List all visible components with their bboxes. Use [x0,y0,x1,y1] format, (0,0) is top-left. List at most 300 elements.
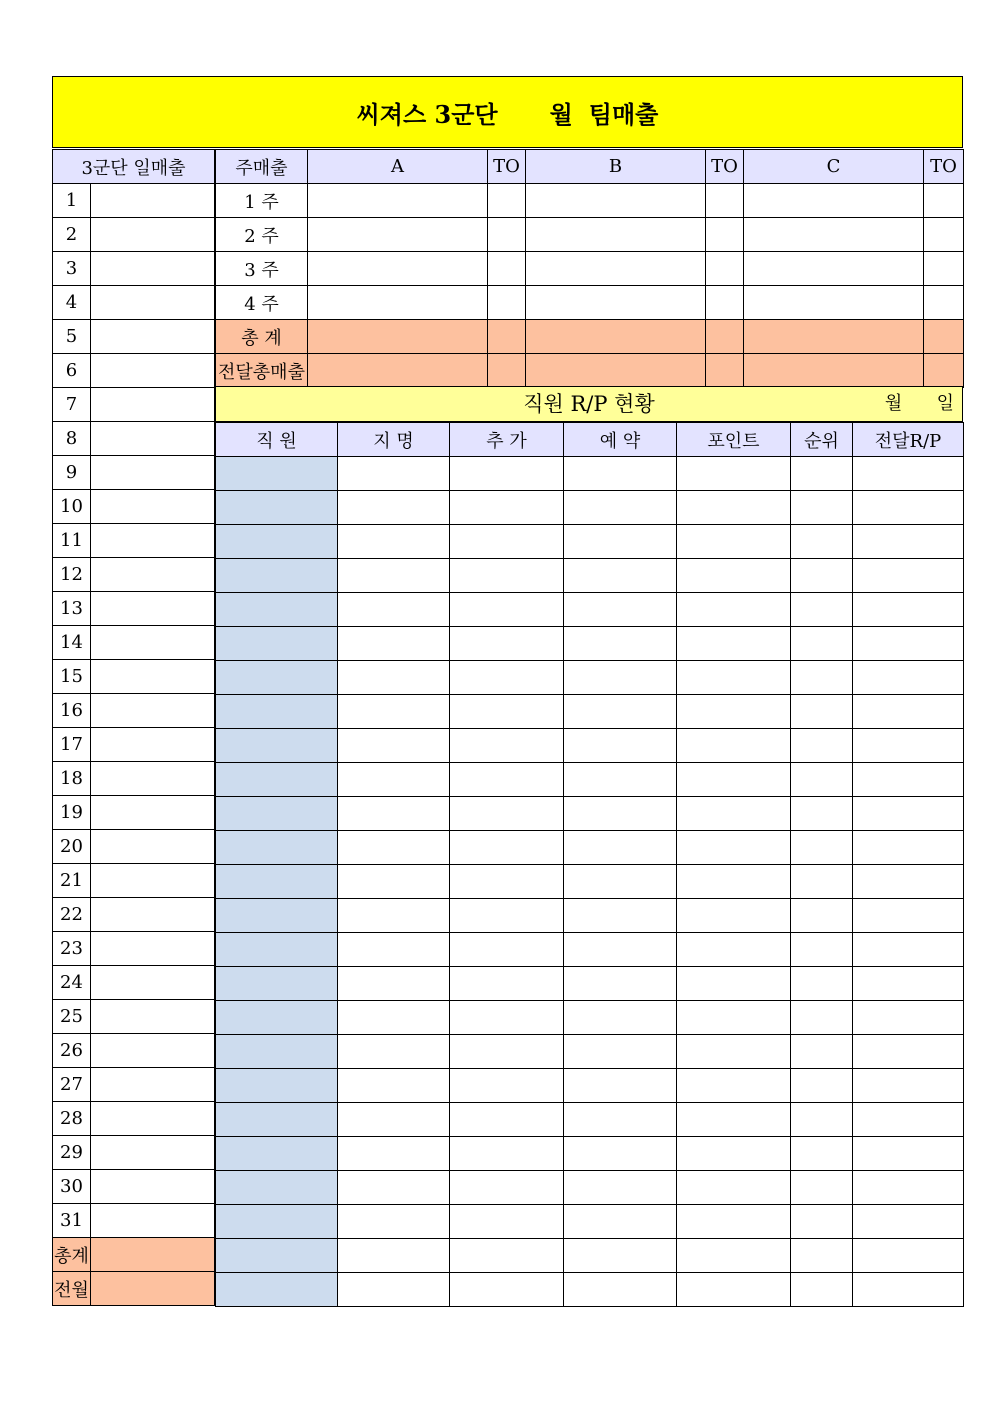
rp-value-cell[interactable] [564,933,677,967]
rp-value-cell[interactable] [338,593,450,627]
rp-value-cell[interactable] [450,967,564,1001]
rp-value-cell[interactable] [677,661,791,695]
staff-name-cell[interactable] [216,933,338,967]
rp-value-cell[interactable] [564,865,677,899]
rp-value-cell[interactable] [791,967,853,1001]
rp-value-cell[interactable] [338,831,450,865]
rp-value-cell[interactable] [677,559,791,593]
rp-value-cell[interactable] [450,525,564,559]
rp-value-cell[interactable] [564,1137,677,1171]
rp-value-cell[interactable] [338,525,450,559]
day-sales-cell[interactable] [91,354,215,388]
rp-value-cell[interactable] [791,729,853,763]
rp-value-cell[interactable] [791,1035,853,1069]
staff-name-cell[interactable] [216,695,338,729]
staff-name-cell[interactable] [216,1069,338,1103]
rp-row [216,865,964,899]
team-to-cell[interactable] [488,218,526,252]
team-to-cell[interactable] [706,354,744,388]
day-sales-cell[interactable] [91,490,215,524]
team-to-cell[interactable] [924,252,964,286]
rp-value-cell[interactable] [853,661,964,695]
rp-value-cell[interactable] [853,1205,964,1239]
day-sales-cell[interactable] [91,1068,215,1102]
day-sales-cell[interactable] [91,524,215,558]
rp-value-cell[interactable] [677,933,791,967]
team-a-header: A [308,150,488,184]
staff-name-cell[interactable] [216,1035,338,1069]
rp-value-cell[interactable] [853,559,964,593]
team-to-cell[interactable] [488,286,526,320]
day-sales-cell[interactable] [91,456,215,490]
day-sales-cell[interactable] [91,728,215,762]
rp-value-cell[interactable] [564,967,677,1001]
rp-value-cell[interactable] [564,1205,677,1239]
day-label: 전월 [53,1272,91,1306]
team-to-cell[interactable] [924,218,964,252]
weekly-prev-total-row [216,354,964,388]
rp-value-cell[interactable] [564,491,677,525]
team-sales-cell[interactable] [308,218,488,252]
rp-value-cell[interactable] [677,457,791,491]
staff-name-cell[interactable] [216,491,338,525]
rp-value-cell[interactable] [791,899,853,933]
rp-value-cell[interactable] [853,627,964,661]
rp-value-cell[interactable] [853,933,964,967]
rp-value-cell[interactable] [564,457,677,491]
rp-value-cell[interactable] [450,1137,564,1171]
daily-row [53,524,215,558]
rp-row [216,1069,964,1103]
day-label: 총계 [53,1238,91,1272]
team-sales-cell[interactable] [526,320,706,354]
rp-value-cell[interactable] [338,1273,450,1307]
day-sales-cell[interactable] [91,1000,215,1034]
day-label: 14 [53,626,91,660]
rp-value-cell[interactable] [338,1171,450,1205]
team-sales-cell[interactable] [744,252,924,286]
rp-value-cell[interactable] [791,1205,853,1239]
rp-value-cell[interactable] [853,763,964,797]
rp-value-cell[interactable] [450,1171,564,1205]
rp-value-cell[interactable] [791,491,853,525]
rp-value-cell[interactable] [853,1069,964,1103]
day-label: 27 [53,1068,91,1102]
rp-value-cell[interactable] [677,525,791,559]
rp-value-cell[interactable] [564,1171,677,1205]
rp-row [216,661,964,695]
rp-value-cell[interactable] [338,967,450,1001]
rp-value-cell[interactable] [853,1103,964,1137]
rp-value-cell[interactable] [853,865,964,899]
staff-name-cell[interactable] [216,967,338,1001]
day-label: 3 [53,252,91,286]
week-label: 1 주 [216,184,308,218]
rp-row [216,1001,964,1035]
rp-value-cell[interactable] [791,559,853,593]
day-sales-cell[interactable] [91,1170,215,1204]
rp-value-cell[interactable] [853,1001,964,1035]
rp-value-cell[interactable] [853,1035,964,1069]
daily-row [53,728,215,762]
day-sales-cell[interactable] [91,626,215,660]
staff-name-cell[interactable] [216,1205,338,1239]
rp-value-cell[interactable] [791,933,853,967]
day-sales-cell[interactable] [91,966,215,1000]
daily-row [53,1170,215,1204]
day-sales-cell[interactable] [91,932,215,966]
rp-row [216,899,964,933]
day-sales-cell[interactable] [91,286,215,320]
daily-row [53,694,215,728]
rp-value-cell[interactable] [853,899,964,933]
rp-value-cell[interactable] [677,1273,791,1307]
rp-value-cell[interactable] [791,1103,853,1137]
rp-value-cell[interactable] [564,661,677,695]
rp-value-cell[interactable] [450,1035,564,1069]
day-label: 15 [53,660,91,694]
staff-name-cell[interactable] [216,593,338,627]
rp-value-cell[interactable] [450,831,564,865]
day-sales-cell[interactable] [91,320,215,354]
rp-value-cell[interactable] [853,1171,964,1205]
rp-value-cell[interactable] [450,491,564,525]
rp-value-cell[interactable] [338,627,450,661]
day-sales-cell[interactable] [91,1136,215,1170]
rp-value-cell[interactable] [564,729,677,763]
daily-row [53,286,215,320]
rp-status-title: 직원 R/P 현황 [523,392,655,416]
team-to-cell[interactable] [924,354,964,388]
rp-value-cell[interactable] [450,457,564,491]
rp-value-cell[interactable] [853,967,964,1001]
daily-row [53,932,215,966]
rp-value-cell[interactable] [853,831,964,865]
rp-value-cell[interactable] [791,1171,853,1205]
day-sales-cell[interactable] [91,252,215,286]
rp-value-cell[interactable] [450,729,564,763]
rp-value-cell[interactable] [677,967,791,1001]
team-sales-cell[interactable] [308,286,488,320]
rp-value-cell[interactable] [338,1035,450,1069]
rp-value-cell[interactable] [677,831,791,865]
staff-name-cell[interactable] [216,763,338,797]
team-sales-cell[interactable] [526,252,706,286]
day-label: 20 [53,830,91,864]
team-sales-cell[interactable] [308,320,488,354]
rp-value-cell[interactable] [564,763,677,797]
team-to-cell[interactable] [706,184,744,218]
day-label: 22 [53,898,91,932]
rp-value-cell[interactable] [853,525,964,559]
rp-value-cell[interactable] [564,899,677,933]
rp-value-cell[interactable] [791,627,853,661]
rp-value-cell[interactable] [677,1001,791,1035]
rp-value-cell[interactable] [564,695,677,729]
rp-value-cell[interactable] [450,1069,564,1103]
rp-value-cell[interactable] [450,593,564,627]
daily-sales-table [52,149,215,1306]
rp-value-cell[interactable] [338,1239,450,1273]
rp-row [216,729,964,763]
rp-value-cell[interactable] [677,1205,791,1239]
team-sales-cell[interactable] [308,184,488,218]
rp-value-cell[interactable] [338,1103,450,1137]
staff-name-cell[interactable] [216,661,338,695]
rp-value-cell[interactable] [853,457,964,491]
team-sales-cell[interactable] [744,354,924,388]
staff-name-cell[interactable] [216,525,338,559]
day-sales-cell[interactable] [91,1272,215,1306]
week-label: 총 계 [216,320,308,354]
rp-value-cell[interactable] [791,1239,853,1273]
rp-value-cell[interactable] [450,1001,564,1035]
daily-row [53,1068,215,1102]
rp-value-cell[interactable] [791,831,853,865]
rp-value-cell[interactable] [853,1273,964,1307]
day-sales-cell[interactable] [91,558,215,592]
rp-value-cell[interactable] [338,457,450,491]
team-sales-cell[interactable] [308,354,488,388]
team-sales-cell[interactable] [744,218,924,252]
daily-row [53,558,215,592]
staff-name-cell[interactable] [216,831,338,865]
rp-value-cell[interactable] [677,865,791,899]
team-sales-cell[interactable] [526,286,706,320]
rp-value-cell[interactable] [564,627,677,661]
team-to-cell[interactable] [706,286,744,320]
rp-value-cell[interactable] [677,1035,791,1069]
rp-row [216,457,964,491]
rp-value-cell[interactable] [791,661,853,695]
day-sales-cell[interactable] [91,898,215,932]
rp-value-cell[interactable] [338,865,450,899]
staff-name-cell[interactable] [216,1103,338,1137]
rp-value-cell[interactable] [677,593,791,627]
rp-value-cell[interactable] [338,763,450,797]
staff-name-cell[interactable] [216,1001,338,1035]
rp-value-cell[interactable] [338,899,450,933]
rp-value-cell[interactable] [853,1239,964,1273]
day-sales-cell[interactable] [91,1102,215,1136]
rp-value-cell[interactable] [338,491,450,525]
team-to-cell[interactable] [706,218,744,252]
day-sales-cell[interactable] [91,218,215,252]
team-sales-cell[interactable] [526,218,706,252]
staff-name-cell[interactable] [216,1137,338,1171]
week-label: 전달총매출 [216,354,308,388]
rp-value-cell[interactable] [677,899,791,933]
rp-value-cell[interactable] [338,559,450,593]
rp-column-header: 순위 [791,423,853,457]
team-to-cell[interactable] [488,252,526,286]
rp-value-cell[interactable] [853,1137,964,1171]
staff-name-cell[interactable] [216,797,338,831]
rp-value-cell[interactable] [450,763,564,797]
team-sales-cell[interactable] [744,184,924,218]
staff-name-cell[interactable] [216,865,338,899]
staff-name-cell[interactable] [216,1171,338,1205]
daily-row [53,898,215,932]
team-to-cell[interactable] [488,320,526,354]
rp-value-cell[interactable] [853,797,964,831]
rp-row [216,1205,964,1239]
team-to-cell[interactable] [924,184,964,218]
team-sales-cell[interactable] [526,354,706,388]
rp-value-cell[interactable] [791,1137,853,1171]
rp-value-cell[interactable] [564,1069,677,1103]
daily-row [53,592,215,626]
rp-value-cell[interactable] [791,797,853,831]
rp-value-cell[interactable] [677,729,791,763]
rp-value-cell[interactable] [791,593,853,627]
rp-value-cell[interactable] [450,627,564,661]
day-sales-cell[interactable] [91,694,215,728]
rp-value-cell[interactable] [564,831,677,865]
week-row [216,218,964,252]
rp-value-cell[interactable] [450,661,564,695]
staff-name-cell[interactable] [216,627,338,661]
rp-value-cell[interactable] [450,865,564,899]
rp-value-cell[interactable] [564,1035,677,1069]
rp-value-cell[interactable] [450,1239,564,1273]
day-label: 26 [53,1034,91,1068]
daily-row [53,1102,215,1136]
team-sales-cell[interactable] [744,286,924,320]
rp-value-cell[interactable] [338,729,450,763]
team-sales-cell[interactable] [308,252,488,286]
day-sales-cell[interactable] [91,660,215,694]
rp-value-cell[interactable] [450,1103,564,1137]
staff-name-cell[interactable] [216,1273,338,1307]
staff-name-cell[interactable] [216,729,338,763]
rp-value-cell[interactable] [677,695,791,729]
rp-value-cell[interactable] [677,1239,791,1273]
rp-value-cell[interactable] [677,627,791,661]
rp-value-cell[interactable] [564,797,677,831]
day-sales-cell[interactable] [91,184,215,218]
rp-row [216,1273,964,1307]
rp-value-cell[interactable] [450,559,564,593]
day-label: 23 [53,932,91,966]
rp-value-cell[interactable] [791,1069,853,1103]
rp-value-cell[interactable] [338,797,450,831]
staff-name-cell[interactable] [216,899,338,933]
daily-row [53,626,215,660]
day-label: 28 [53,1102,91,1136]
rp-value-cell[interactable] [677,1103,791,1137]
rp-column-header: 전달R/P [853,423,964,457]
day-sales-cell[interactable] [91,830,215,864]
team-b-header: B [526,150,706,184]
rp-value-cell[interactable] [853,491,964,525]
day-sales-cell[interactable] [91,388,215,422]
team-sales-cell[interactable] [526,184,706,218]
rp-value-cell[interactable] [791,525,853,559]
rp-value-cell[interactable] [450,1273,564,1307]
rp-value-cell[interactable] [677,1137,791,1171]
rp-value-cell[interactable] [338,1137,450,1171]
team-to-cell[interactable] [488,184,526,218]
day-sales-cell[interactable] [91,762,215,796]
team-to-cell[interactable] [924,320,964,354]
rp-value-cell[interactable] [677,1069,791,1103]
rp-value-cell[interactable] [853,593,964,627]
day-label: 7 [53,388,91,422]
rp-value-cell[interactable] [791,865,853,899]
day-label: 2 [53,218,91,252]
day-sales-cell[interactable] [91,592,215,626]
daily-row [53,1136,215,1170]
day-sales-cell[interactable] [91,864,215,898]
rp-value-cell[interactable] [791,1273,853,1307]
staff-name-cell[interactable] [216,1239,338,1273]
rp-value-cell[interactable] [791,457,853,491]
rp-value-cell[interactable] [564,1103,677,1137]
staff-name-cell[interactable] [216,559,338,593]
rp-value-cell[interactable] [677,763,791,797]
daily-row [53,184,215,218]
daily-row [53,252,215,286]
team-to-cell[interactable] [924,286,964,320]
rp-value-cell[interactable] [677,797,791,831]
rp-value-cell[interactable] [338,1001,450,1035]
rp-value-cell[interactable] [450,899,564,933]
rp-value-cell[interactable] [564,593,677,627]
day-label: 29 [53,1136,91,1170]
rp-value-cell[interactable] [338,933,450,967]
rp-value-cell[interactable] [450,1205,564,1239]
rp-value-cell[interactable] [564,1001,677,1035]
rp-value-cell[interactable] [791,763,853,797]
weekly-total-row [216,320,964,354]
rp-value-cell[interactable] [677,1171,791,1205]
rp-value-cell[interactable] [677,491,791,525]
week-label: 4 주 [216,286,308,320]
rp-value-cell[interactable] [564,525,677,559]
rp-value-cell[interactable] [791,1001,853,1035]
team-to-cell[interactable] [706,320,744,354]
rp-row [216,933,964,967]
rp-value-cell[interactable] [564,1273,677,1307]
rp-value-cell[interactable] [853,695,964,729]
day-sales-cell[interactable] [91,1238,215,1272]
rp-value-cell[interactable] [791,695,853,729]
rp-value-cell[interactable] [338,661,450,695]
rp-value-cell[interactable] [450,797,564,831]
rp-value-cell[interactable] [450,695,564,729]
rp-value-cell[interactable] [450,933,564,967]
team-to-cell[interactable] [706,252,744,286]
rp-value-cell[interactable] [338,695,450,729]
day-label: 12 [53,558,91,592]
day-sales-cell[interactable] [91,796,215,830]
rp-value-cell[interactable] [853,729,964,763]
rp-row [216,967,964,1001]
rp-row [216,763,964,797]
day-sales-cell[interactable] [91,422,215,456]
team-to-cell[interactable] [488,354,526,388]
rp-value-cell[interactable] [564,559,677,593]
day-sales-cell[interactable] [91,1034,215,1068]
team-sales-cell[interactable] [744,320,924,354]
rp-value-cell[interactable] [564,1239,677,1273]
day-label: 31 [53,1204,91,1238]
day-sales-cell[interactable] [91,1204,215,1238]
staff-name-cell[interactable] [216,457,338,491]
rp-value-cell[interactable] [338,1205,450,1239]
rp-value-cell[interactable] [338,1069,450,1103]
